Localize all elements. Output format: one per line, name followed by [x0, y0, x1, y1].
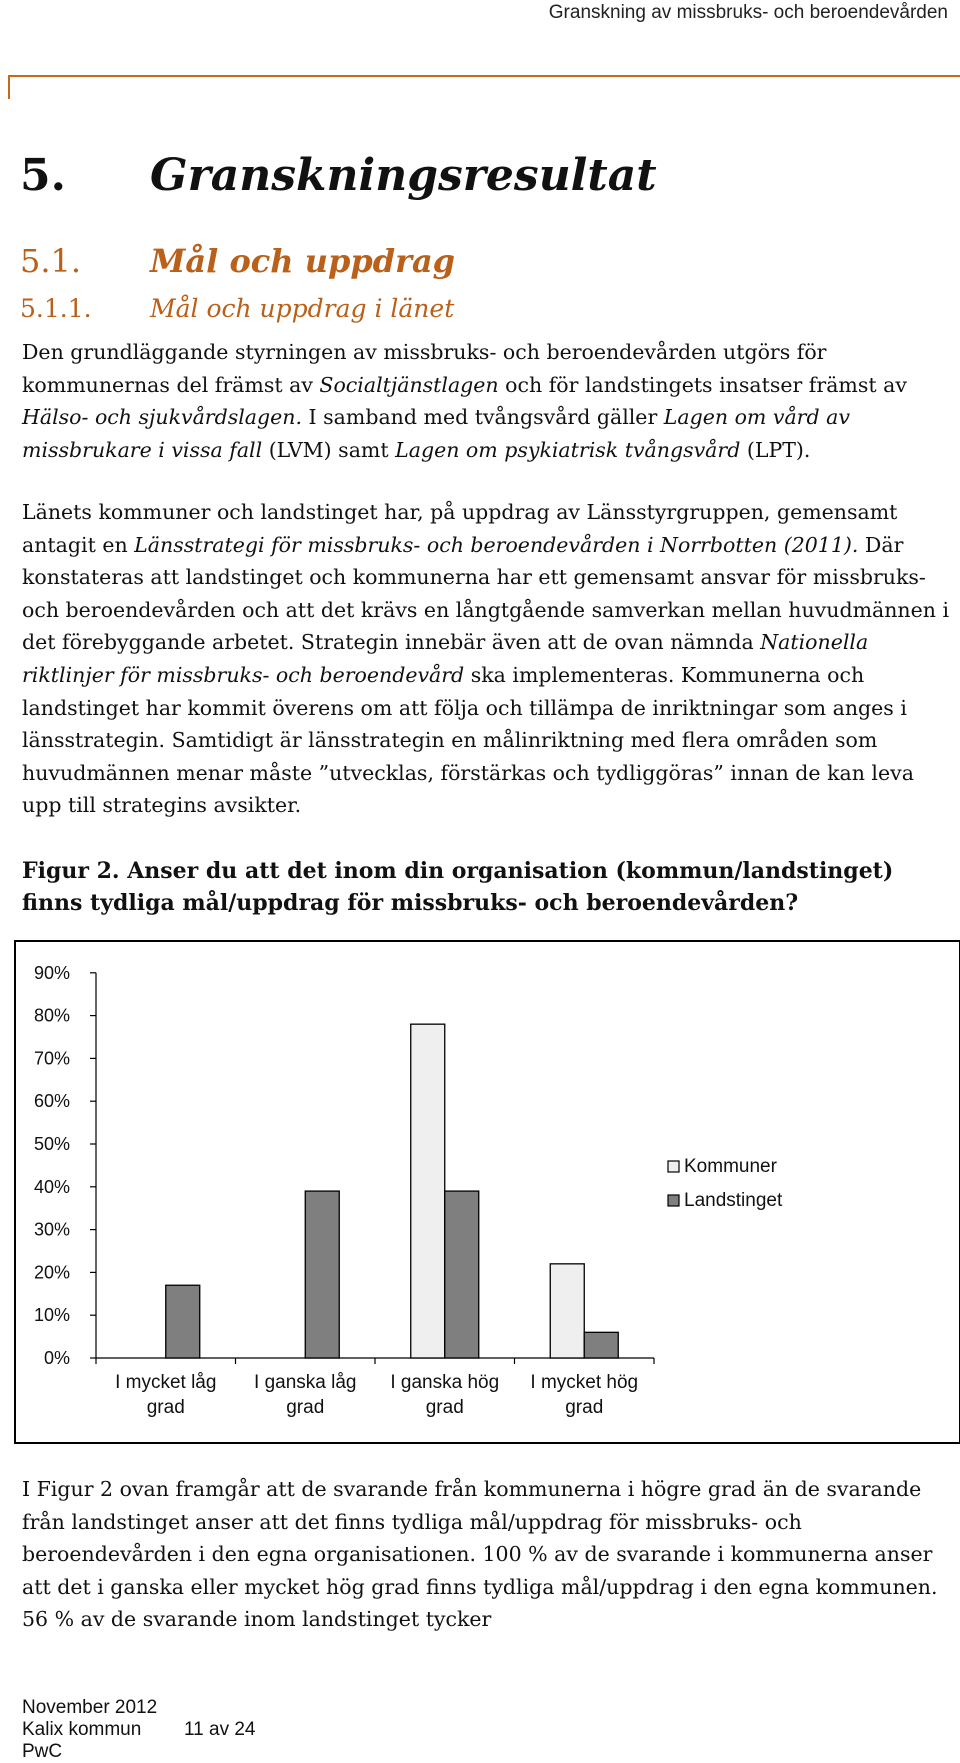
text-run: Länets kommuner och landstinget har, på uppdrag av Länsstyrgruppen, gemensamt antagit en [22, 500, 898, 557]
text-run: ska implementeras. Kommunerna och landstinget har kommit överens om att följa och tillämpa de inriktningar som anges i länsstrategin. Samtidigt är länsstrategin en målinriktning med flera områden som huvudmännen menar måste ”utvecklas, förstärkas och tydliggöras” innan de kan leva upp till strategins avsikter. [22, 662, 914, 818]
legend-swatch [668, 1161, 679, 1172]
legend-swatch [668, 1195, 679, 1206]
subsubsection-title: Mål och uppdrag i länet [150, 294, 455, 323]
y-tick-label: 0% [43, 1348, 70, 1368]
subsubsection-heading [20, 294, 454, 323]
legend-label: Landstinget [684, 1190, 783, 1211]
bar-kommuner [411, 1024, 445, 1358]
text-run: (LPT). [740, 437, 811, 462]
strategy-name: Länsstrategi för missbruks- och beroendevården i Norrbotten (2011). [134, 532, 859, 557]
text-run: och för landstingets insatser främst av [498, 372, 907, 397]
figure-caption: Figur 2. Anser du att det inom din organisation (kommun/landstinget) finns tydliga mål/uppdrag för missbruks- och beroendevården? [22, 858, 894, 916]
footer-client: Kalix kommun [22, 1719, 142, 1740]
y-tick-label: 50% [33, 1134, 70, 1154]
x-category-label: I ganska hög [390, 1372, 500, 1393]
text-run: Den grundläggande styrningen av missbruks- och beroendevården utgörs för kommunernas del främst av [22, 340, 827, 397]
y-tick-label: 20% [33, 1262, 70, 1283]
footer-date: November 2012 [22, 1697, 158, 1718]
y-tick-label: 80% [33, 1005, 70, 1026]
subsubsection-number: 5.1.1. [20, 294, 92, 323]
bar-landstinget [584, 1332, 618, 1358]
running-header: Granskning av missbruks- och beroendevården [548, 2, 948, 23]
chart-frame [15, 941, 960, 1443]
x-category-label: grad [286, 1397, 325, 1418]
header-rule [8, 75, 960, 77]
text-run: Där konstateras att landstinget och kommunerna har ett gemensamt ansvar för missbruks- och beroendevården och att det krävs en långtgående samverkan mellan huvudmännen i det förebyggande arbetet. Strategin innebär även att de ovan nämnda [22, 532, 950, 655]
law-name: Lagen om vård av missbrukare i vissa fall [22, 405, 850, 462]
x-category-label: grad [146, 1397, 185, 1418]
legend-label: Kommuner [684, 1156, 777, 1177]
bar-landstinget [305, 1191, 339, 1358]
x-category-label: grad [565, 1397, 604, 1418]
law-name: Hälso- och sjukvårdslagen. [22, 405, 303, 430]
y-tick-label: 60% [33, 1091, 70, 1112]
footer-page-number: 11 av 24 [184, 1719, 256, 1740]
y-tick-label: 90% [33, 962, 70, 983]
bar-kommuner [550, 1264, 584, 1358]
subsection-heading [20, 242, 455, 280]
bar-chart [14, 940, 960, 1444]
paragraph-strategy [22, 496, 952, 822]
x-category-label: grad [425, 1397, 464, 1418]
x-category-label: I mycket hög [530, 1372, 639, 1393]
section-title: Granskningsresultat [150, 150, 657, 201]
y-tick-label: 10% [33, 1305, 70, 1326]
section-number: 5. [20, 150, 66, 201]
law-name: Socialtjänstlagen [319, 372, 499, 397]
paragraph-analysis: I Figur 2 ovan framgår att de svarande från kommunerna i högre grad än de svarande från landstinget anser att det finns tydliga mål/uppdrag för missbruks- och beroendevården i den egna organisationen. 100 % av de svarande i kommunerna anser att det i ganska eller mycket hög grad finns tydliga mål/uppdrag i den egna kommunen. 56 % av de svarande inom landstinget tycker [22, 1477, 938, 1632]
y-tick-label: 30% [33, 1219, 70, 1240]
bar-landstinget [166, 1285, 200, 1358]
section-heading [20, 150, 657, 201]
paragraph-intro [22, 336, 952, 466]
subsection-title: Mål och uppdrag [150, 242, 456, 280]
guidelines-name: Nationella riktlinjer för missbruks- och beroendevård [22, 630, 869, 687]
law-name: Lagen om psykiatrisk tvångsvård [395, 437, 741, 462]
text-run: (LVM) samt [262, 437, 396, 462]
subsection-number: 5.1. [20, 242, 82, 280]
y-tick-label: 40% [33, 1176, 70, 1197]
bar-landstinget [445, 1191, 479, 1358]
text-run: I samband med tvångsvård gäller [302, 405, 664, 430]
y-tick-label: 70% [33, 1048, 70, 1069]
footer-company: PwC [22, 1741, 63, 1762]
x-category-label: I mycket låg [115, 1372, 217, 1393]
header-rule-tick [8, 75, 10, 99]
x-category-label: I ganska låg [254, 1372, 357, 1393]
